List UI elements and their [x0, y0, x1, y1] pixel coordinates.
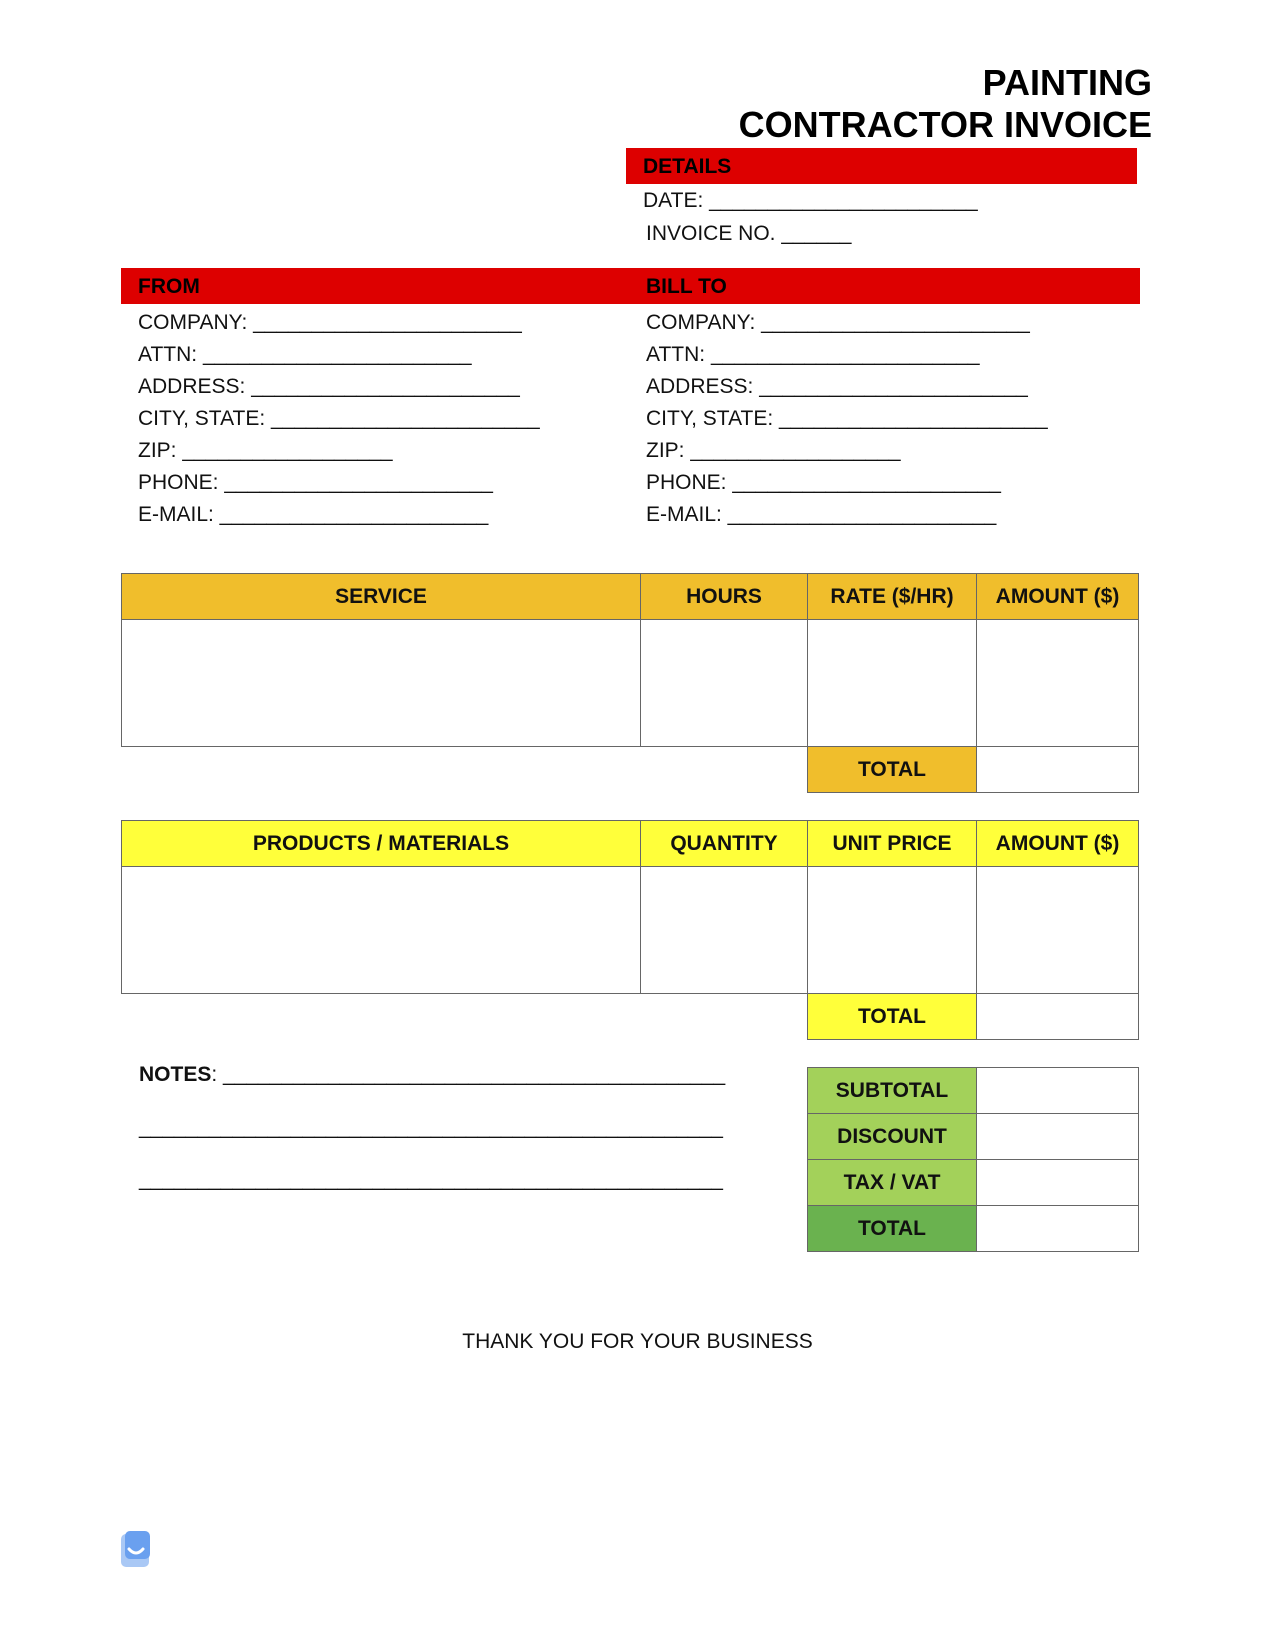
bill-to-company-field[interactable]: COMPANY: _______________________ [646, 311, 1030, 334]
tax-label: TAX / VAT [808, 1160, 977, 1206]
bill-to-zip-field[interactable]: ZIP: __________________ [646, 439, 901, 462]
notes-line-1-blank: : ___________________________________________ [211, 1063, 726, 1086]
product-cell[interactable] [122, 867, 641, 994]
from-phone-field[interactable]: PHONE: _______________________ [138, 471, 493, 494]
hours-cell[interactable] [641, 620, 808, 747]
amount-cell[interactable] [977, 620, 1139, 747]
bill-to-address-field[interactable]: ADDRESS: _______________________ [646, 375, 1028, 398]
notes-line-2[interactable]: __________________________________________________ [139, 1116, 723, 1139]
date-field[interactable]: DATE: _______________________ [643, 189, 978, 212]
bill-to-attn-field[interactable]: ATTN: _______________________ [646, 343, 980, 366]
table-spacer [122, 747, 641, 793]
from-zip-field[interactable]: ZIP: __________________ [138, 439, 393, 462]
table-spacer [641, 994, 808, 1040]
services-total-cell[interactable] [977, 747, 1139, 793]
grand-total-label: TOTAL [808, 1206, 977, 1252]
discount-label: DISCOUNT [808, 1114, 977, 1160]
discount-cell[interactable] [977, 1114, 1139, 1160]
bill-to-header: BILL TO [629, 268, 1140, 304]
services-table [121, 573, 1139, 793]
notes-line-1[interactable] [139, 1063, 725, 1087]
logo-icon [120, 1530, 152, 1568]
products-table [121, 820, 1139, 1040]
service-cell[interactable] [122, 620, 641, 747]
from-address-field[interactable]: ADDRESS: _______________________ [138, 375, 520, 398]
subtotal-label: SUBTOTAL [808, 1068, 977, 1114]
grand-total-cell[interactable] [977, 1206, 1139, 1252]
bill-to-phone-field[interactable]: PHONE: _______________________ [646, 471, 1001, 494]
from-header: FROM [121, 268, 587, 304]
tax-cell[interactable] [977, 1160, 1139, 1206]
table-spacer [122, 994, 641, 1040]
rate-header: RATE ($/HR) [808, 574, 977, 620]
products-amount-header: AMOUNT ($) [977, 821, 1139, 867]
invoice-no-field[interactable]: INVOICE NO. ______ [646, 222, 852, 245]
quantity-cell[interactable] [641, 867, 808, 994]
from-city-state-field[interactable]: CITY, STATE: _______________________ [138, 407, 540, 430]
notes-label: NOTES [139, 1063, 212, 1086]
products-header: PRODUCTS / MATERIALS [122, 821, 641, 867]
services-total-label: TOTAL [808, 747, 977, 793]
quantity-header: QUANTITY [641, 821, 808, 867]
products-total-cell[interactable] [977, 994, 1139, 1040]
thank-you-message: THANK YOU FOR YOUR BUSINESS [462, 1330, 813, 1353]
from-email-field[interactable]: E-MAIL: _______________________ [138, 503, 489, 526]
bill-to-email-field[interactable]: E-MAIL: _______________________ [646, 503, 997, 526]
summary-table [807, 1067, 1139, 1252]
bill-to-city-state-field[interactable]: CITY, STATE: _______________________ [646, 407, 1048, 430]
header-divider [587, 268, 629, 304]
amount-header: AMOUNT ($) [977, 574, 1139, 620]
products-total-label: TOTAL [808, 994, 977, 1040]
details-header: DETAILS [626, 148, 1137, 184]
table-spacer [641, 747, 808, 793]
from-attn-field[interactable]: ATTN: _______________________ [138, 343, 472, 366]
title-line-1: PAINTING [982, 62, 1152, 103]
subtotal-cell[interactable] [977, 1068, 1139, 1114]
unit-price-cell[interactable] [808, 867, 977, 994]
products-amount-cell[interactable] [977, 867, 1139, 994]
rate-cell[interactable] [808, 620, 977, 747]
unit-price-header: UNIT PRICE [808, 821, 977, 867]
notes-line-3[interactable]: __________________________________________________ [139, 1168, 723, 1191]
from-company-field[interactable]: COMPANY: _______________________ [138, 311, 522, 334]
title-line-2: CONTRACTOR INVOICE [738, 104, 1152, 145]
service-header: SERVICE [122, 574, 641, 620]
hours-header: HOURS [641, 574, 808, 620]
